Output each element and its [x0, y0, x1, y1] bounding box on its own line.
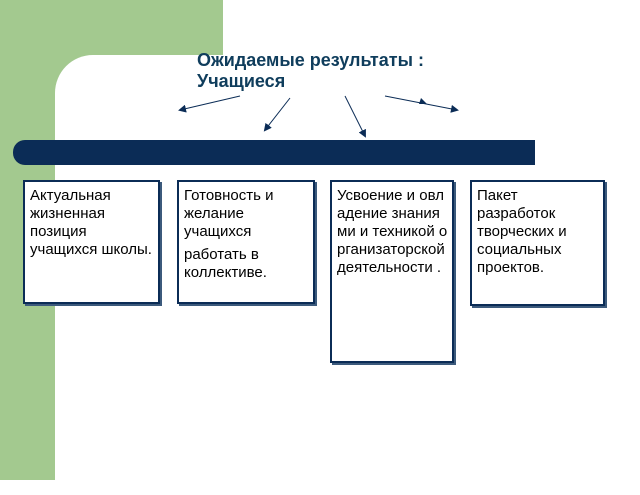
result-box-3-text: Усвоение и овладение знаниями и техникой организаторской деятельности .: [337, 187, 448, 276]
result-box-2: [177, 180, 315, 304]
result-box-3: [330, 180, 454, 363]
arrow-3: [345, 96, 365, 136]
title-line-2: Учащиеся: [197, 71, 286, 91]
result-box-4-text: Пакет разработок творческих и социальных проектов.: [477, 187, 567, 276]
result-box-1: [23, 180, 160, 304]
horizontal-bar-cap: [526, 140, 535, 165]
result-box-4: [470, 180, 605, 306]
arrow-4-tick: [419, 98, 427, 104]
horizontal-bar: [13, 140, 535, 165]
arrow-1: [180, 96, 240, 110]
result-box-2-text-2: работать в коллективе.: [184, 246, 267, 281]
title-line-1: Ожидаемые результаты :: [197, 50, 424, 70]
result-box-1-text: Актуальная жизненная позиция учащихся школы.: [30, 187, 152, 258]
result-box-2-text: Готовность и желание учащихся: [184, 187, 274, 240]
arrow-2: [265, 98, 290, 130]
